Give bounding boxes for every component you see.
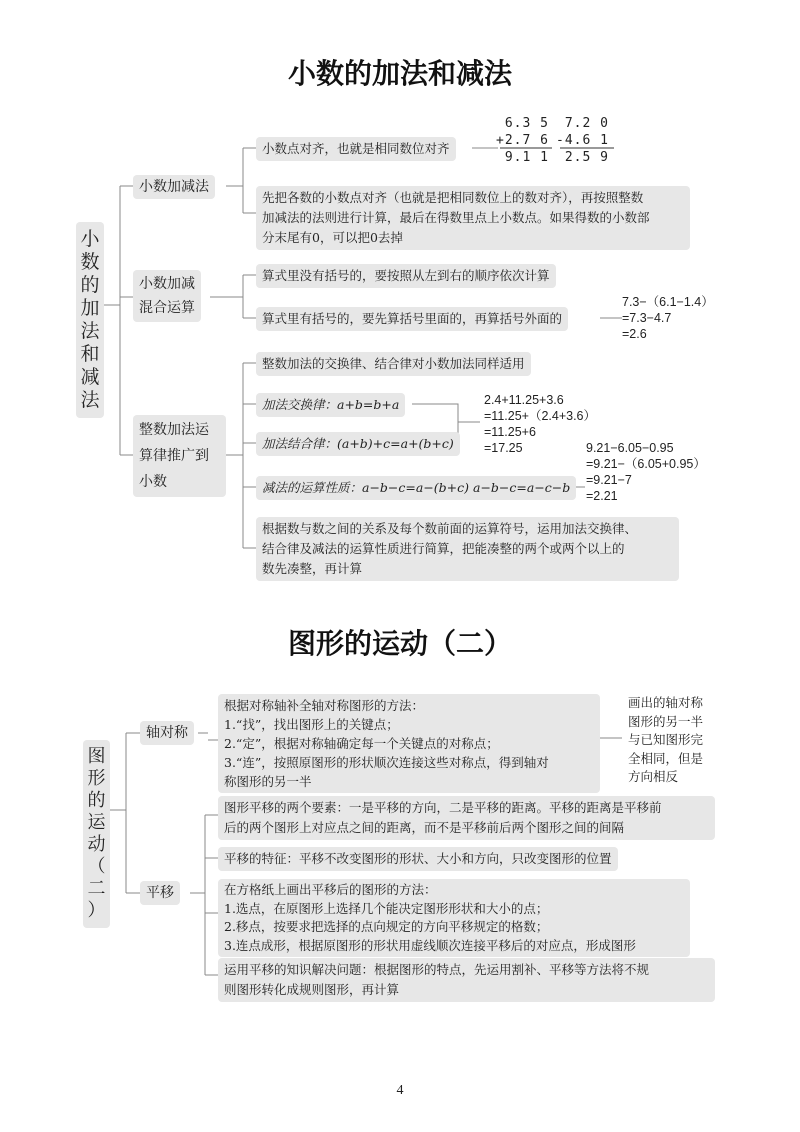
section2-root-node [83, 740, 110, 928]
root-char: 运 [87, 812, 106, 833]
root-char: 图 [87, 746, 106, 767]
rule-translation-features: 平移的特征：平移不改变图形的形状、大小和方向，只改变图形的位置 [218, 847, 618, 871]
root-char: 法 [80, 389, 100, 411]
branch-integer-laws-to-decimals [133, 415, 226, 497]
root-char: 小 [80, 228, 100, 250]
root-char: ） [87, 900, 106, 921]
text-line: 全相同，但是 [628, 750, 704, 766]
root-char: 二 [87, 878, 106, 899]
rule-complete-symmetric-figure [218, 694, 600, 793]
text-line: 画出的轴对称 [628, 695, 704, 710]
text-line: 结合律及减法的运算性质进行简算，把能凑整的两个或两个以上的 [262, 541, 625, 556]
section2-title: 图形的运动（二） [287, 627, 512, 660]
text-line: 2.“定”，根据对称轴确定每一个关键点的对称点； [224, 736, 499, 751]
text-line: 图形平移的两个要素：一是平移的方向，二是平移的距离。平移的距离是平移前 [224, 800, 662, 815]
calc-example-addition-laws [484, 392, 596, 456]
root-char: 的 [87, 790, 106, 811]
root-char: 和 [80, 343, 100, 365]
root-char: （ [87, 856, 106, 877]
branch-decimal-add-sub: 小数加减法 [133, 175, 215, 199]
text-line: 数先凑整，再计算 [262, 561, 363, 576]
calc-line: 7.2 0 [556, 116, 609, 131]
calc-example-subtraction [586, 440, 706, 504]
calc-line: +2.7 6 [496, 133, 549, 148]
vertical-calc-addition [496, 115, 549, 166]
text-line: 小数加减 [139, 276, 195, 292]
text-line: 图形的另一半 [628, 713, 704, 729]
note-symmetric-half [628, 694, 703, 787]
root-char: 法 [80, 320, 100, 342]
text-line: 在方格纸上画出平移后的图形的方法： [224, 882, 437, 897]
text-line: 根据对称轴补全轴对称图形的方法： [224, 698, 425, 713]
rule-simplified-calculation [256, 517, 679, 581]
text-line: 与已知图形完 [628, 732, 704, 747]
calc-line: 2.5 9 [556, 150, 609, 165]
rule-translation-elements [218, 796, 715, 840]
text-line: 运用平移的知识解决问题：根据图形的特点，先运用割补、平移等方法将不规 [224, 962, 650, 977]
text-line: 混合运算 [139, 300, 195, 316]
text-line: 算律推广到 [139, 448, 209, 464]
text-line: 3.连点成形，根据原图形的形状用虚线顺次连接平移后的对应点，形成图形 [224, 937, 636, 953]
text-line: 先把各数的小数点对齐（也就是把相同数位上的数对齐），再按照整数 [262, 190, 644, 205]
calc-line: =7.3−4.7 [622, 311, 672, 325]
rule-associative-law: 加法结合律：(a+b)+c=a+(b+c) [256, 432, 460, 456]
text-line: 3.“连”，按照原图形的形状顺次连接这些对称点，得到轴对 [224, 755, 549, 770]
calc-example-parentheses [622, 294, 714, 342]
text-line: 后的两个图形上对应点之间的距离，而不是平移前后两个图形之间的间隔 [224, 820, 625, 835]
calc-line: 2.4+11.25+3.6 [484, 393, 564, 407]
text-line: 1.“找”，找出图形上的关键点； [224, 717, 399, 732]
text-line: 则图形转化成规则图形，再计算 [224, 982, 400, 997]
calc-line: -4.6 1 [556, 133, 609, 148]
root-char: 减 [80, 366, 100, 388]
text-line: 称图形的另一半 [224, 774, 312, 789]
calc-line: =11.25+6 [484, 425, 536, 439]
text-line: 根据数与数之间的关系及每个数前面的运算符号，运用加法交换律、 [262, 521, 638, 536]
text-line: 整数加法运 [139, 422, 209, 438]
branch-translation: 平移 [140, 881, 180, 905]
calc-line: =11.25+（2.4+3.6） [484, 409, 597, 423]
rule-align-decimal-point: 小数点对齐，也就是相同数位对齐 [256, 137, 456, 161]
text-line: 2.移点，按要求把选择的点向规定的方向平移规定的格数； [224, 919, 549, 934]
root-char: 形 [87, 768, 106, 789]
text-line: 分末尾有0，可以把0去掉 [262, 230, 403, 245]
text-line: 加减法的法则进行计算，最后在得数里点上小数点。如果得数的小数部 [262, 210, 650, 225]
branch-mixed-operations [133, 270, 201, 322]
calc-line: =2.6 [622, 327, 647, 341]
section1-title: 小数的加法和减法 [287, 57, 512, 90]
calc-line: =9.21−（6.05+0.95） [586, 457, 706, 471]
root-char: 数 [80, 251, 100, 273]
rule-subtraction-property: 减法的运算性质：a−b−c=a−(b+c) a−b−c=a−c−b [256, 476, 576, 500]
rule-no-parentheses: 算式里没有括号的，要按照从左到右的顺序依次计算 [256, 264, 556, 288]
calc-line: =2.21 [586, 489, 618, 503]
root-char: 的 [80, 274, 100, 296]
calc-line: =17.25 [484, 441, 523, 455]
rule-with-parentheses: 算式里有括号的，要先算括号里面的，再算括号外面的 [256, 307, 568, 331]
section1-root-node [76, 222, 104, 418]
rule-commutative-law: 加法交换律：a+b=b+a [256, 393, 405, 417]
calc-line: =9.21−7 [586, 473, 632, 487]
text-line: 1.选点，在原图形上选择几个能决定图形形状和大小的点； [224, 900, 549, 916]
rule-translation-problem-solving [218, 958, 715, 1002]
calc-line: 7.3−（6.1−1.4） [622, 295, 714, 309]
calc-line: 9.1 1 [496, 150, 549, 165]
page-number: 4 [396, 1083, 404, 1098]
branch-axial-symmetry: 轴对称 [140, 721, 194, 745]
rule-draw-translated-figure [218, 879, 690, 957]
root-char: 动 [87, 834, 106, 855]
text-line: 方向相反 [628, 769, 679, 784]
vertical-calc-subtraction [556, 115, 609, 166]
root-char: 加 [80, 297, 100, 319]
rule-laws-apply: 整数加法的交换律、结合律对小数加法同样适用 [256, 352, 531, 376]
calc-line: 6.3 5 [496, 116, 549, 131]
text-line: 小数 [139, 474, 167, 490]
rule-calc-method [256, 186, 690, 250]
calc-line: 9.21−6.05−0.95 [586, 441, 674, 455]
